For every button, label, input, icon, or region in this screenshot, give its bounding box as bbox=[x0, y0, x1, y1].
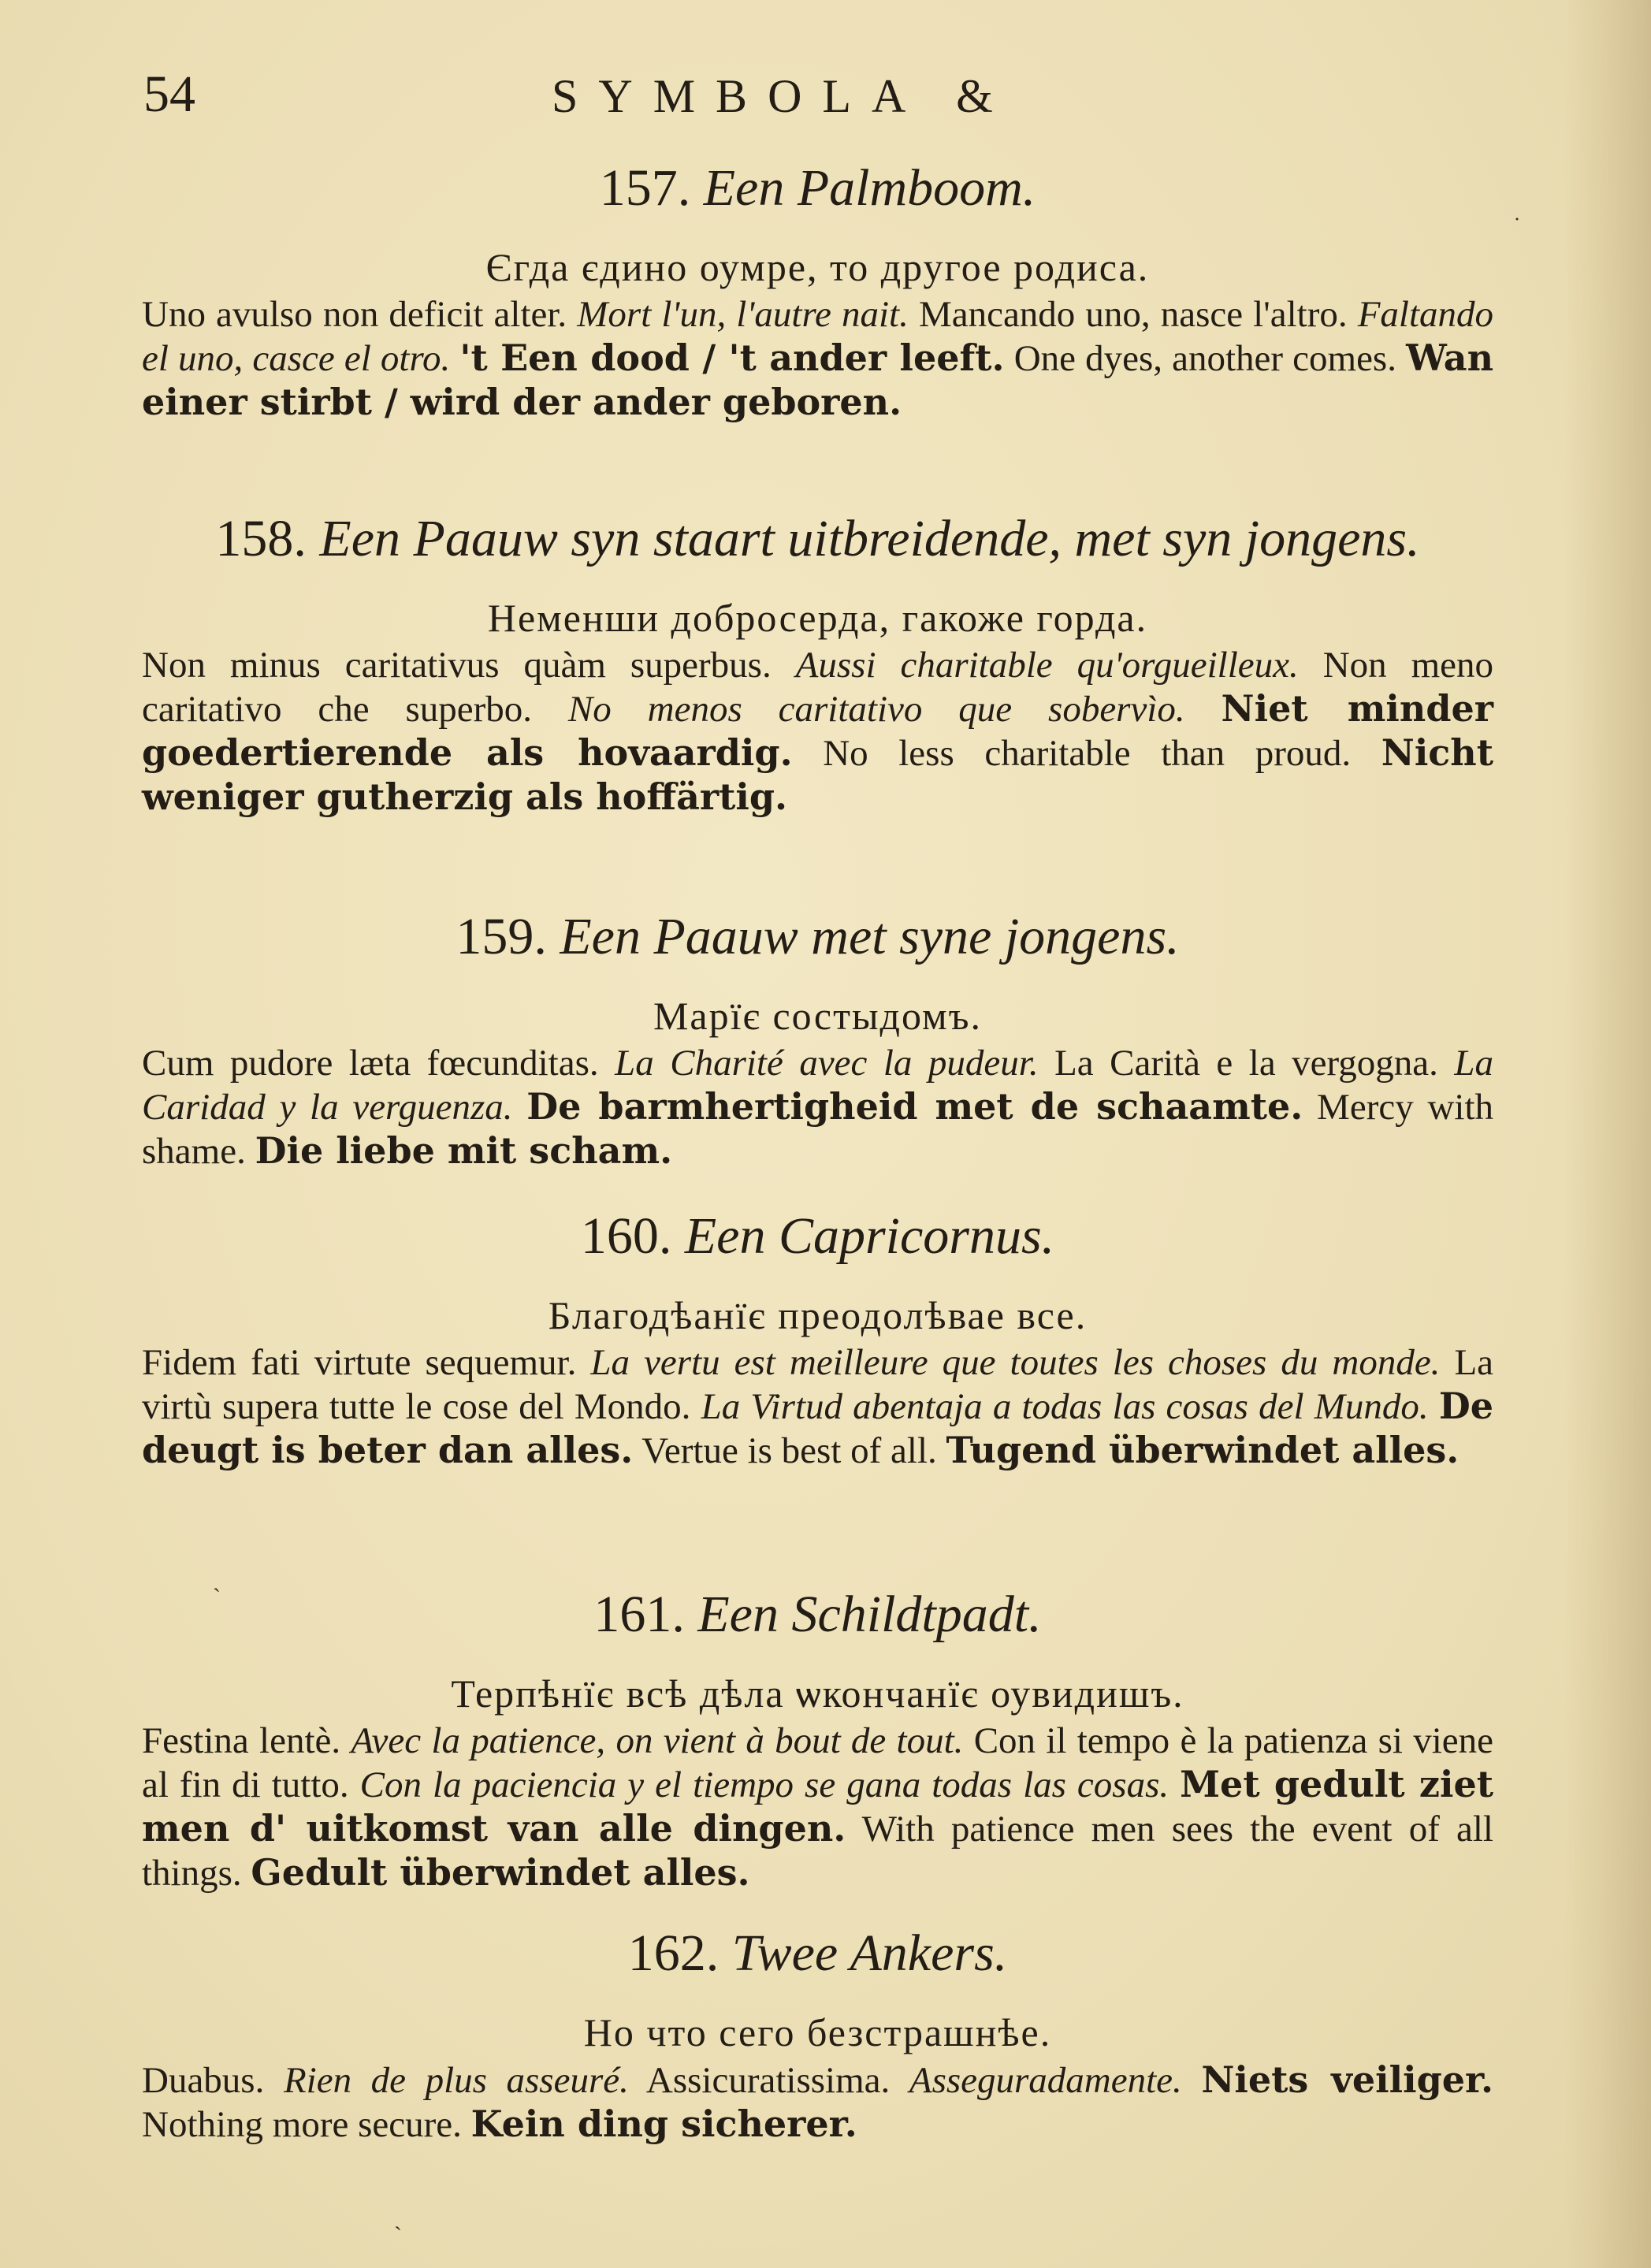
latin-text: Duabus. bbox=[142, 2060, 265, 2101]
entry-number: 161. bbox=[593, 1586, 685, 1643]
ink-speck: ` bbox=[394, 2222, 402, 2248]
french-text: Aussi charitable qu'orgueilleux. bbox=[795, 645, 1299, 686]
dutch-text: Met gedult ziet men d' uitkomst van alle dingen. bbox=[142, 1763, 1493, 1850]
latin-text: Fidem fati virtute sequemur. bbox=[142, 1342, 577, 1383]
entry-title bbox=[142, 906, 1493, 968]
translations bbox=[142, 2058, 1493, 2147]
dutch-text: De deugt is beter dan alles. bbox=[142, 1385, 1493, 1471]
entry-number: 160. bbox=[580, 1207, 672, 1265]
english-text: With patience men sees the event of all things. bbox=[142, 1809, 1493, 1894]
entry-title bbox=[142, 158, 1493, 219]
entry-title bbox=[142, 1584, 1493, 1645]
running-title: SYMBOLA & bbox=[552, 70, 1013, 122]
italian-text: Non meno caritativo che superbo. bbox=[142, 645, 1494, 730]
german-text: Die liebe mit scham. bbox=[255, 1129, 673, 1172]
french-text: Avec la patience, on vient à bout de tout. bbox=[351, 1720, 964, 1761]
page-content bbox=[142, 158, 1493, 2159]
english-text: Mercy with shame. bbox=[142, 1087, 1494, 1172]
entry-161 bbox=[142, 1584, 1493, 1923]
page-number: 54 bbox=[143, 65, 195, 123]
italian-text: Assicuratissima. bbox=[645, 2060, 891, 2101]
english-text: One dyes, another comes. bbox=[1013, 338, 1396, 379]
translations bbox=[142, 1341, 1493, 1473]
italian-text: Con il tempo è la patienza si viene al fin di tutto. bbox=[142, 1720, 1494, 1805]
german-text: Kein ding sicherer. bbox=[470, 2103, 857, 2145]
page-header bbox=[0, 65, 1651, 128]
translations bbox=[142, 293, 1493, 425]
translations bbox=[142, 1042, 1493, 1173]
entry-name: Een Capricornus. bbox=[684, 1207, 1055, 1265]
page-spine-shadow bbox=[1564, 0, 1651, 2268]
english-text: Vertue is best of all. bbox=[641, 1430, 937, 1471]
german-text: Nicht weniger gutherzig als hoffärtig. bbox=[142, 731, 1494, 818]
dutch-text: De barmhertigheid met de schaamte. bbox=[526, 1085, 1303, 1128]
entry-158 bbox=[142, 508, 1493, 906]
german-text: Wan einer stirbt / wird der ander geboren. bbox=[142, 336, 1494, 423]
french-text: La Charité avec la pudeur. bbox=[615, 1043, 1039, 1084]
slavonic-motto: Неменши добросерда, гакоже горда. bbox=[487, 596, 1148, 640]
slavonic-motto: Марїє состыдомъ. bbox=[653, 994, 983, 1038]
entry-number: 157. bbox=[599, 159, 691, 217]
entry-name: Een Schildtpadt. bbox=[697, 1586, 1042, 1643]
slavonic-motto: Благодѣанїє преодолѣвае все. bbox=[548, 1293, 1088, 1337]
french-text: Mort l'un, l'autre nait. bbox=[577, 294, 909, 335]
slavonic-motto: Терпѣнїє всѣ дѣла ѡкончанїє оувидишъ. bbox=[451, 1671, 1184, 1716]
italian-text: Mancando uno, nasce l'altro. bbox=[918, 294, 1348, 335]
entry-157 bbox=[142, 158, 1493, 508]
entry-title bbox=[142, 1923, 1493, 1984]
entry-160 bbox=[142, 1206, 1493, 1584]
spanish-text: Asseguradamente. bbox=[909, 2060, 1182, 2101]
latin-text: Non minus caritativus quàm superbus. bbox=[142, 645, 772, 686]
spanish-text: La Virtud abentaja a todas las cosas del Mundo. bbox=[701, 1386, 1429, 1427]
entry-number: 158. bbox=[215, 510, 307, 567]
dutch-text: 't Een dood / 't ander leeft. bbox=[459, 336, 1005, 379]
entry-name: Twee Ankers. bbox=[731, 1924, 1008, 1982]
entry-name: Een Palmboom. bbox=[703, 159, 1036, 217]
translations bbox=[142, 1720, 1493, 1895]
german-text: Tugend überwindet alles. bbox=[946, 1429, 1459, 1471]
english-text: Nothing more secure. bbox=[142, 2104, 462, 2145]
entry-number: 162. bbox=[627, 1924, 720, 1982]
dutch-text: Niets veiliger. bbox=[1201, 2058, 1494, 2101]
french-text: Rien de plus asseuré. bbox=[283, 2060, 629, 2101]
entry-title bbox=[142, 1206, 1493, 1267]
latin-text: Uno avulso non deficit alter. bbox=[142, 294, 567, 335]
spanish-text: Con la paciencia y el tiempo se gana todas las cosas. bbox=[359, 1764, 1169, 1805]
french-text: La vertu est meilleure que toutes les choses du monde. bbox=[590, 1342, 1441, 1383]
entry-number: 159. bbox=[456, 908, 547, 965]
spanish-text: No menos caritativo que sobervìo. bbox=[567, 689, 1185, 730]
english-text: No less charitable than proud. bbox=[823, 733, 1352, 774]
slavonic-motto: Но что сего безстрашнѣе. bbox=[583, 2010, 1052, 2054]
spanish-text: La Caridad y la verguenza. bbox=[142, 1043, 1494, 1128]
spanish-text: Faltando el uno, casce el otro. bbox=[142, 294, 1494, 379]
slavonic-motto: Єгда єдино оумре, то другое родиса. bbox=[485, 245, 1150, 289]
latin-text: Festina lentè. bbox=[142, 1720, 341, 1761]
entry-name: Een Paauw met syne jongens. bbox=[560, 908, 1180, 965]
german-text: Gedult überwindet alles. bbox=[251, 1851, 750, 1894]
translations bbox=[142, 644, 1493, 820]
entry-title bbox=[142, 508, 1493, 570]
italian-text: La virtù supera tutte le cose del Mondo. bbox=[142, 1342, 1494, 1427]
ink-speck: ` bbox=[213, 1584, 221, 1610]
latin-text: Cum pudore læta fœcunditas. bbox=[142, 1043, 599, 1084]
entry-name: Een Paauw syn staart uitbreidende, met syn jongens. bbox=[319, 510, 1420, 567]
dutch-text: Niet minder goedertierende als hovaardig. bbox=[142, 687, 1493, 774]
italian-text: La Carità e la vergogna. bbox=[1054, 1043, 1438, 1084]
entry-159 bbox=[142, 906, 1493, 1206]
entry-162 bbox=[142, 1923, 1493, 2159]
ink-speck: ˙ bbox=[1513, 213, 1521, 239]
